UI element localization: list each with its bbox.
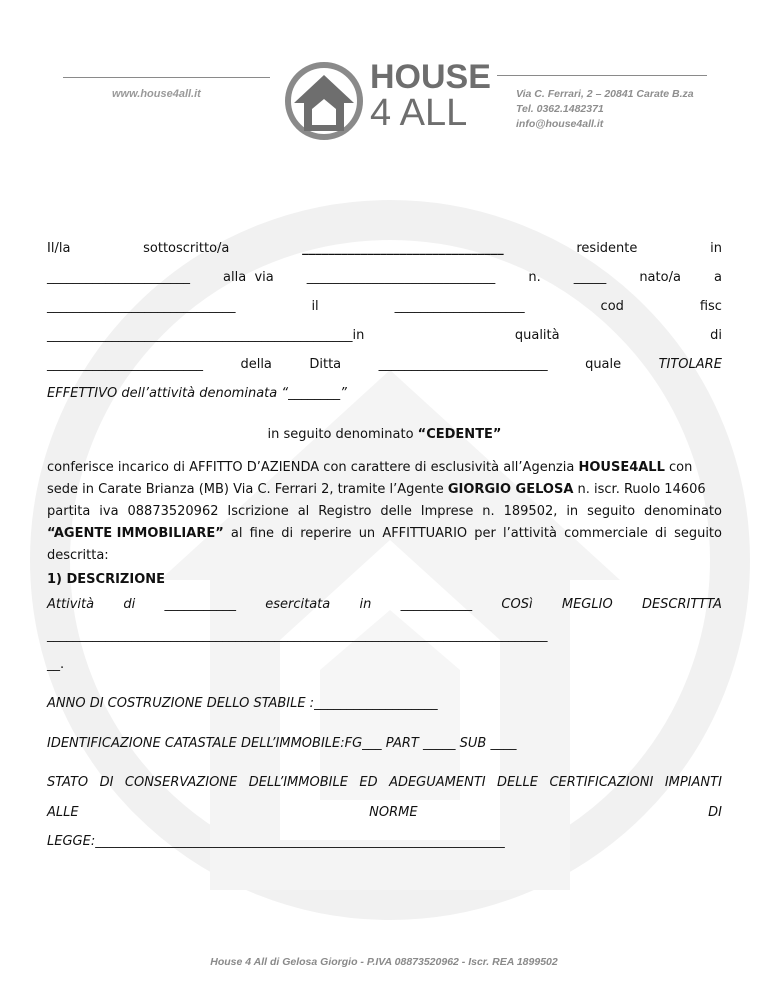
blank-number: _____	[573, 270, 607, 285]
para4-word: un	[358, 526, 376, 541]
form-row-3	[47, 299, 722, 315]
paragraph-line-4	[47, 526, 722, 542]
label-residente: residente	[576, 241, 638, 256]
para4-word: di	[281, 526, 294, 541]
activity-word: Attività	[47, 597, 95, 612]
label-fisc: fisc	[699, 299, 722, 314]
activity-word: COSì	[501, 597, 533, 612]
activity-row	[47, 597, 722, 613]
para2-text: sede in Carate Brianza (MB) Via C. Ferrari 2, tramite l’Agente	[47, 482, 448, 497]
cedente-prefix: in seguito denominato	[267, 427, 418, 442]
label-il: il	[311, 299, 319, 314]
para4-word: reperire	[300, 526, 352, 541]
para4-word: commerciale	[564, 526, 648, 541]
label-nato: nato/a	[639, 270, 681, 285]
contact-block	[516, 87, 694, 132]
para4-word: AFFITTUARIO	[382, 526, 468, 541]
paragraph-line-3	[47, 504, 722, 520]
activity-word: di	[123, 597, 136, 612]
description-blank-line: _____________________________________________________________________________	[47, 628, 548, 643]
agente-immobiliare-label: “AGENTE IMMOBILIARE”	[47, 526, 224, 541]
para3-word: delle	[380, 504, 412, 519]
email-text: info@house4all.it	[516, 118, 604, 130]
stato-word: DI	[99, 775, 114, 790]
alle-word: NORME	[369, 805, 418, 820]
form-row-2	[47, 270, 722, 286]
activity-word: ___________	[400, 597, 473, 612]
alle-norme-di	[47, 805, 722, 821]
description-blank-end: __.	[47, 657, 65, 672]
para1-end: con	[664, 460, 693, 475]
section-title: 1) DESCRIZIONE	[47, 572, 166, 587]
para3-word: seguito	[587, 504, 636, 519]
stato-word: STATO	[47, 775, 89, 790]
para3-word: al	[297, 504, 310, 519]
agent-name: GIORGIO GELOSA	[447, 482, 574, 497]
label-cod: cod	[600, 299, 624, 314]
address-text: Via C. Ferrari, 2 – 20841 Carate B.za	[516, 88, 694, 100]
para3-word: partita	[47, 504, 91, 519]
label-della: della	[240, 357, 272, 372]
blank-birthdate: ____________________	[394, 299, 525, 314]
logo-text-house: HOUSE	[370, 58, 491, 96]
para4-word: al	[230, 526, 243, 541]
para3-word: Iscrizione	[227, 504, 289, 519]
label-sottoscritto: sottoscritto/a	[143, 241, 230, 256]
blank-company: __________________________	[378, 357, 548, 372]
para3-word: 08873520962	[127, 504, 219, 519]
stato-word: CERTIFICAZIONI	[549, 775, 654, 790]
website-text: www.house4all.it	[112, 88, 201, 100]
blank-city: ______________________	[47, 270, 190, 285]
blank-fiscal-code: _______________________________________________in	[47, 328, 365, 343]
para3-word: Imprese	[420, 504, 474, 519]
para4-word: per	[474, 526, 496, 541]
form-row-4	[47, 328, 722, 344]
para3-word: in	[566, 504, 579, 519]
stato-word: ED	[359, 775, 378, 790]
alle-word: ALLE	[47, 805, 79, 820]
label-di: di	[710, 328, 722, 343]
label-ilia: Il/la	[47, 241, 71, 256]
blank-birthplace: _____________________________	[47, 299, 236, 314]
label-ditta: Ditta	[309, 357, 342, 372]
cedente-line	[47, 427, 722, 443]
activity-word: esercitata	[265, 597, 331, 612]
form-row-6: EFFETTIVO dell’attività denominata “________”	[47, 386, 347, 401]
form-row-1	[47, 241, 722, 257]
footer-text: House 4 All di Gelosa Giorgio - P.IVA 08873520962 - Iscr. REA 1899502	[210, 956, 558, 968]
label-a: a	[713, 270, 722, 285]
agency-name: HOUSE4ALL	[578, 460, 665, 475]
para4-word: l’attività	[503, 526, 557, 541]
stato-word: IMPIANTI	[664, 775, 722, 790]
stato-word: DELLE	[497, 775, 538, 790]
blank-role: ________________________	[47, 357, 203, 372]
header-right-rule	[497, 75, 707, 76]
legge-line: LEGGE:_______________________________________________________________	[47, 834, 505, 849]
para3-word: denominato	[643, 504, 722, 519]
paragraph-line-1	[47, 460, 722, 476]
phone-text: Tel. 0362.1482371	[516, 103, 604, 115]
blank-street: _____________________________	[306, 270, 496, 285]
para4-word: seguito	[674, 526, 722, 541]
activity-word: in	[359, 597, 372, 612]
para3-word: n.	[482, 504, 495, 519]
activity-word: MEGLIO	[561, 597, 613, 612]
label-n: n.	[528, 270, 541, 285]
cedente-label: “CEDENTE”	[417, 427, 502, 442]
identificazione-catastale: IDENTIFICAZIONE CATASTALE DELL’IMMOBILE:FG___ PART _____ SUB ____	[47, 736, 517, 751]
stato-conservazione	[47, 775, 722, 791]
stato-word: CONSERVAZIONE	[124, 775, 238, 790]
activity-word: ___________	[164, 597, 236, 612]
header-left-rule	[63, 77, 270, 78]
anno-costruzione: ANNO DI COSTRUZIONE DELLO STABILE :___________________	[47, 696, 438, 711]
label-titolare: TITOLARE	[658, 357, 722, 372]
label-qualita: qualità	[514, 328, 560, 343]
label-alla-via: alla via	[223, 270, 274, 285]
blank-name: _______________________________	[302, 241, 504, 256]
para2-end: n. iscr. Ruolo 14606	[573, 482, 706, 497]
paragraph-line-5: descritta:	[47, 548, 109, 563]
stato-word: ADEGUAMENTI	[389, 775, 486, 790]
para3-word: Registro	[318, 504, 372, 519]
form-row-5	[47, 357, 722, 373]
activity-word: DESCRITTTA	[641, 597, 722, 612]
para4-word: di	[655, 526, 667, 541]
stato-word: DELL’IMMOBILE	[248, 775, 348, 790]
para3-word: 189502,	[503, 504, 558, 519]
label-quale: quale	[585, 357, 622, 372]
para3-word: iva	[99, 504, 119, 519]
label-in: in	[710, 241, 722, 256]
para1-text: conferisce incarico di AFFITTO D’AZIENDA con carattere di esclusività all’Agenzia	[47, 460, 579, 475]
paragraph-line-2	[47, 482, 722, 498]
para4-word: fine	[249, 526, 275, 541]
logo-text-4all: 4 ALL	[370, 92, 468, 134]
alle-word: DI	[708, 805, 722, 820]
